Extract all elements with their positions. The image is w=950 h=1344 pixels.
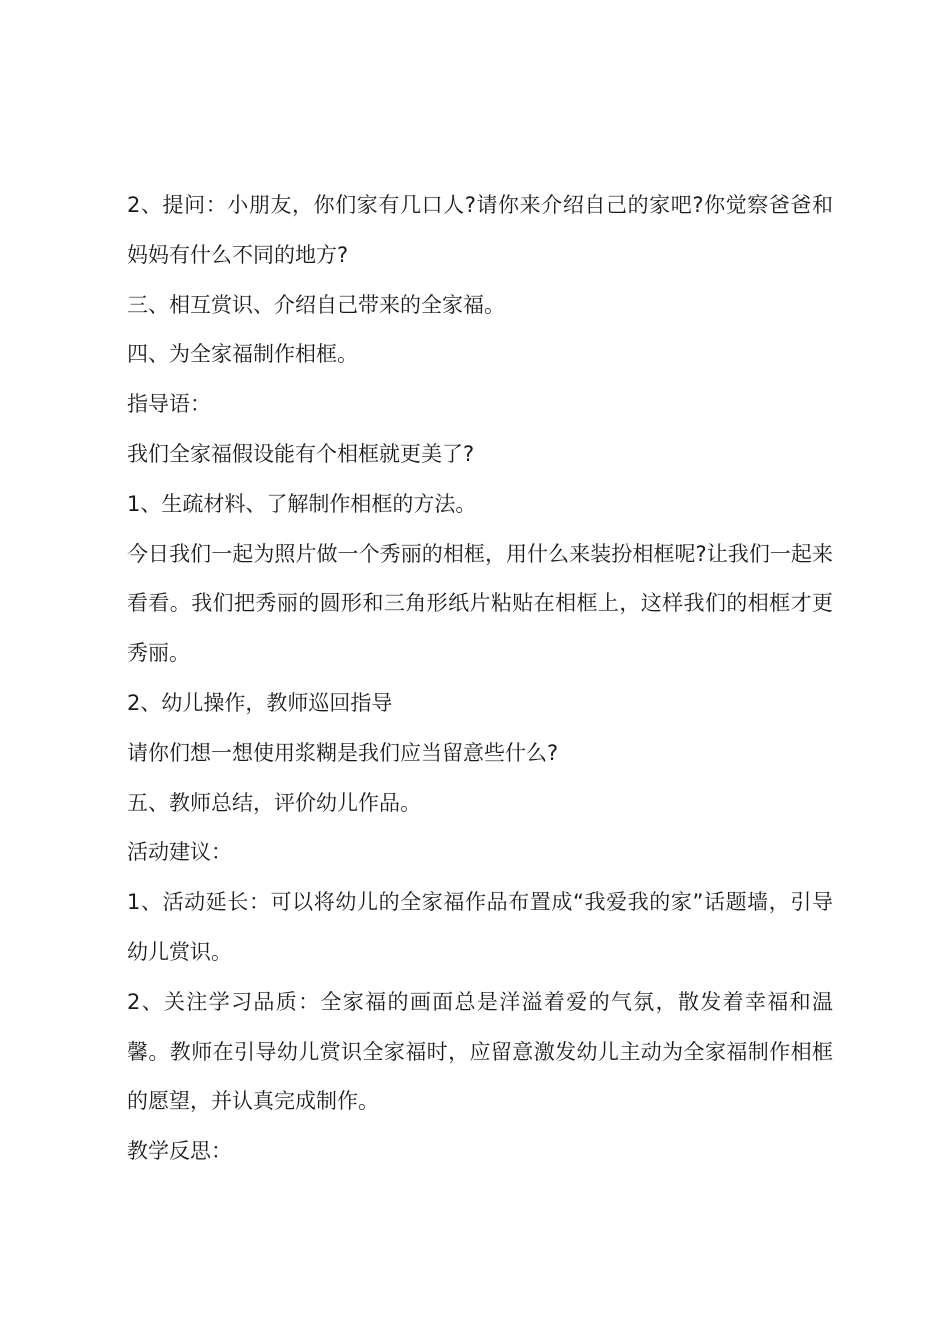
paragraph-section-four: 四、为全家福制作相框。 — [127, 342, 358, 367]
paragraph-step-two: 2、幼儿操作，教师巡回指导 — [127, 690, 393, 715]
paragraph-suggestion-one: 1、活动延长：可以将幼儿的全家福作品布置成“我爱我的家”话题墙，引导幼儿赏识。 — [127, 890, 833, 964]
paragraph-question: 2、提问：小朋友，你们家有几口人?请你来介绍自己的家吧?你觉察爸爸和妈妈有什么不同的地方? — [127, 193, 833, 267]
paragraph-step-one: 1、生疏材料、了解制作相框的方法。 — [127, 491, 477, 516]
paragraph-suggestion-two: 2、关注学习品质：全家福的画面总是洋溢着爱的气氛，散发着幸福和温馨。教师在引导幼儿赏识全家福时，应留意激发幼儿主动为全家福制作相框的愿望，并认真完成制作。 — [127, 989, 833, 1114]
document-body — [127, 181, 833, 1177]
paragraph-section-five: 五、教师总结，评价幼儿作品。 — [127, 790, 421, 815]
paragraph-paste-question: 请你们想一想使用浆糊是我们应当留意些什么? — [127, 740, 559, 765]
paragraph-guidance-label: 指导语： — [127, 392, 211, 417]
paragraph-guidance-text: 我们全家福假设能有个相框就更美了? — [127, 441, 475, 466]
paragraph-suggestions-label: 活动建议： — [127, 840, 232, 865]
paragraph-frame-description: 今日我们一起为照片做一个秀丽的相框，用什么来装扮相框呢?让我们一起来看看。我们把秀丽的圆形和三角形纸片粘贴在相框上，这样我们的相框才更秀丽。 — [127, 541, 833, 666]
paragraph-reflection-label: 教学反思： — [127, 1139, 232, 1164]
paragraph-section-three: 三、相互赏识、介绍自己带来的全家福。 — [127, 292, 505, 317]
